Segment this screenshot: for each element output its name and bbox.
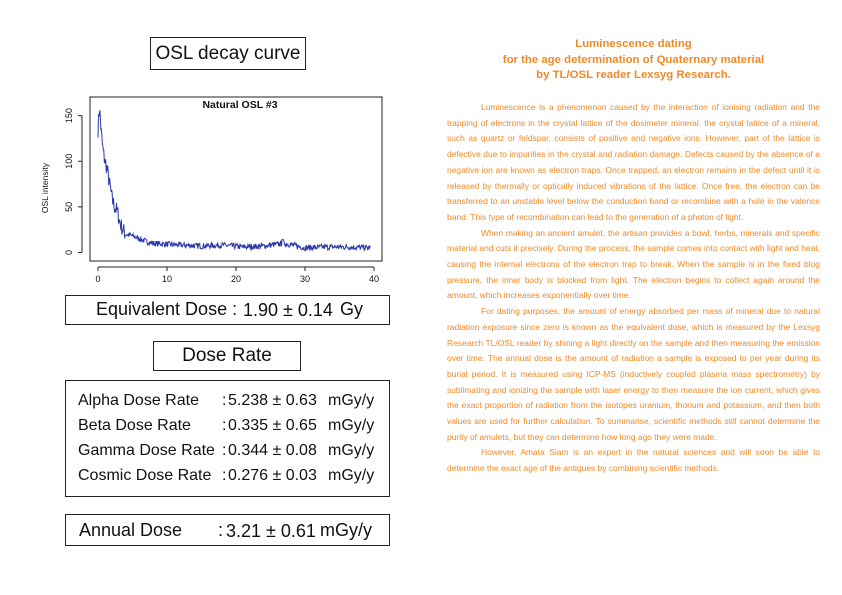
article-paragraph: When making an ancient amulet, the artisan provides a bowl, herbs, minerals and specific material and cuts it precisely. During the process, the sample comes into contact with light and heat, causing the internal electrons of the electron trap to break. When the sample is in the fixed blog pressure, the inner body is blocked from light. The electron begins to collect again around the amount, which increases exponentially over time. bbox=[447, 227, 820, 301]
y-axis-label: OSL intensity bbox=[40, 162, 50, 214]
annual-dose-label: Annual Dose bbox=[79, 520, 183, 540]
dose-rate-name: Gamma Dose Rate bbox=[78, 442, 215, 459]
article-body bbox=[447, 100, 820, 477]
dose-rate-row bbox=[78, 388, 389, 413]
dose-rate-value: 0.276 ± 0.03 bbox=[228, 467, 317, 484]
dose-rate-row bbox=[78, 438, 389, 463]
dose-rate-unit: mGy/y bbox=[328, 392, 375, 409]
heading-line: by TL/OSL reader Lexsyg Research. bbox=[536, 69, 731, 81]
dose-rate-colon: : bbox=[222, 467, 227, 484]
dose-rate-value: 0.344 ± 0.08 bbox=[228, 442, 317, 459]
equivalent-dose-box bbox=[65, 295, 390, 325]
article-paragraph: For dating purposes, the amount of energy absorbed per mass of mineral due to natural radiation exposure since zero is known as the equivalent dose, which is measured by the Lexsyg Research TL/OSL reader by shining a light directly on the sample and then measuring the emission over time. The annual dose is the amount of radiation a sample is exposed to per year during its burial period. It is measured using ICP-MS (inductively coupled plasma mass spectrometry) by sublimating and ionizing the sample with laser energy to then measure the ion current, which gives the exact proportion of radiation from the isotopes uranium, thorium and potassium, and then both values are used for further calculation. To summarise, scientific methods still cannot determine the purity of amulets, but they can determine how long ago they were made. bbox=[447, 306, 820, 442]
dose-rate-title bbox=[153, 341, 301, 371]
annual-dose-box bbox=[65, 514, 390, 546]
equivalent-dose-label: Equivalent Dose : bbox=[96, 299, 238, 319]
x-tick-label: 40 bbox=[368, 274, 380, 284]
dose-rate-value: 0.335 ± 0.65 bbox=[228, 417, 317, 434]
y-tick-label: 150 bbox=[64, 108, 74, 124]
dose-rate-unit: mGy/y bbox=[328, 442, 375, 459]
equivalent-dose-unit: Gy bbox=[340, 299, 364, 319]
heading-line: for the age determination of Quaternary material bbox=[502, 53, 765, 66]
dose-rate-colon: : bbox=[222, 392, 227, 409]
dose-rate-name: Alpha Dose Rate bbox=[78, 392, 199, 409]
annual-dose-value: 3.21 ± 0.61 bbox=[226, 521, 316, 541]
x-tick-label: 30 bbox=[299, 274, 311, 284]
dose-rate-title-text: Dose Rate bbox=[182, 345, 272, 366]
y-tick-label: 50 bbox=[64, 201, 74, 212]
chart-title: Natural OSL #3 bbox=[202, 99, 278, 111]
dose-rate-value: 5.238 ± 0.63 bbox=[228, 392, 317, 409]
dose-rate-unit: mGy/y bbox=[328, 467, 375, 484]
dose-rate-name: Beta Dose Rate bbox=[78, 417, 191, 434]
dose-rate-row bbox=[78, 413, 389, 438]
dose-rate-colon: : bbox=[222, 442, 227, 459]
dose-rate-list bbox=[65, 380, 390, 497]
x-tick-label: 10 bbox=[161, 274, 173, 284]
osl-series-line bbox=[98, 110, 371, 251]
heading-line: Luminescence dating bbox=[575, 38, 692, 50]
article-paragraph: Luminescence is a phenomenon caused by the interaction of ionising radiation and the trapping of electrons in the crystal lattice of the dosimeter mineral. the crystal lattice of a mineral, such as quartz or feldspar, consists of positive and negative ions. However, part of the lattice is defective due to impurities in the crystal and radiation damage. Defects caused by the absence of a negative ion are known as electron traps. Once trapped, an electron remains in the defect until it is released by thermally or optically induced vibrations of the lattice. Once free, the electron can be transferred to an unstable level below the conduction band or recombine with a hole in the valence band. This type of recombination can lead to the generation of a photon of light. bbox=[447, 102, 820, 222]
article-paragraph: However, Amata Siam is an expert in the natural sciences and will soon be able to determine the exact age of the antiques by combining scientific methods. bbox=[447, 447, 820, 474]
y-tick-label: 100 bbox=[64, 153, 74, 169]
osl-chart bbox=[38, 92, 388, 292]
osl-title-text: OSL decay curve bbox=[155, 42, 301, 64]
y-tick-label: 0 bbox=[64, 249, 74, 255]
x-tick-label: 20 bbox=[230, 274, 242, 284]
equivalent-dose-value: 1.90 ± 0.14 bbox=[243, 300, 333, 320]
dose-rate-colon: : bbox=[222, 417, 227, 434]
osl-title bbox=[150, 37, 306, 70]
annual-dose-colon: : bbox=[218, 520, 224, 540]
article-heading bbox=[447, 37, 820, 84]
annual-dose-unit: mGy/y bbox=[320, 520, 372, 540]
dose-rate-name: Cosmic Dose Rate bbox=[78, 467, 212, 484]
x-tick-label: 0 bbox=[95, 274, 101, 284]
dose-rate-row bbox=[78, 463, 389, 488]
dose-rate-unit: mGy/y bbox=[328, 417, 375, 434]
